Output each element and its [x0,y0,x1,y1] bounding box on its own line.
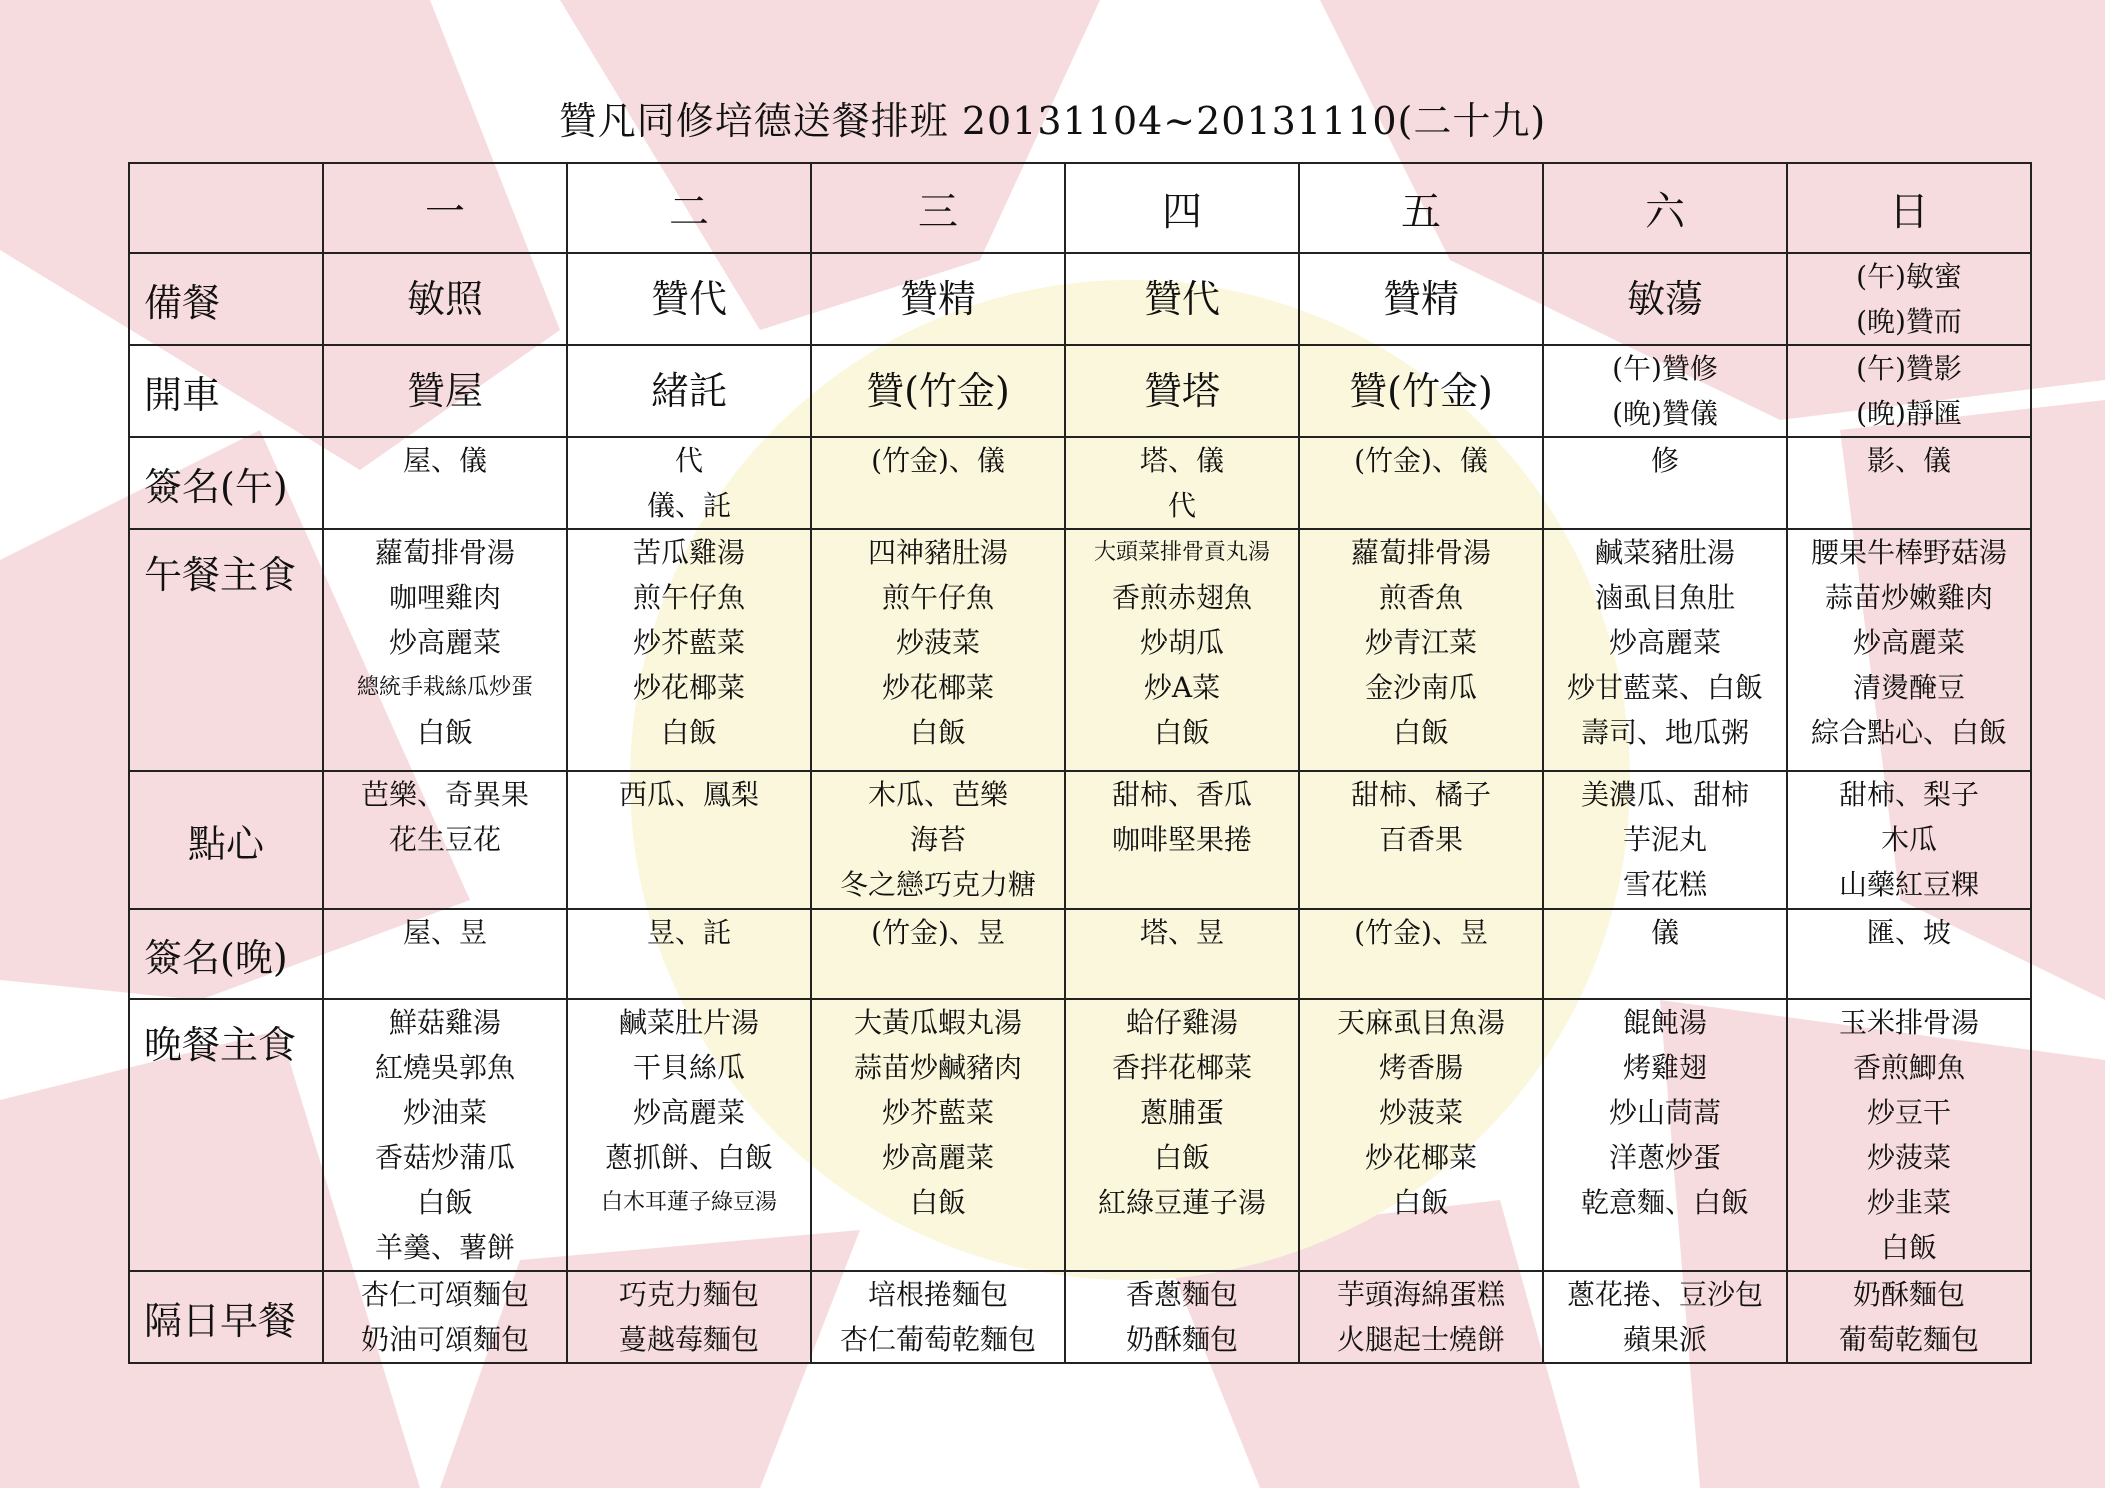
cell-line: 香蔥麵包 [1125,1278,1238,1311]
cell-line: 白飯 [416,1186,473,1219]
cell-line: 敏照 [406,277,483,321]
cell-line: 蔥抓餅、白飯 [604,1141,773,1174]
row-label: 晚餐主食 [129,999,323,1271]
cell-line: 白飯 [1392,716,1449,749]
cell-line: 紅燒吳郭魚 [374,1051,515,1084]
cell-line: (竹金)、儀 [871,444,1005,477]
cell-line: 奶油可頌麵包 [360,1323,529,1356]
cell-line: 冬之戀巧克力糖 [839,868,1036,901]
row-label: 備餐 [129,253,323,345]
schedule-cell [1543,529,1787,771]
cell-line: 白飯 [1392,1186,1449,1219]
cell-line: 蔥花捲、豆沙包 [1566,1278,1763,1311]
row-label: 午餐主食 [129,529,323,771]
row-dinner [129,999,2031,1271]
schedule-cell [323,909,567,999]
cell-line: 炒芥藍菜 [632,626,745,659]
schedule-cell [323,1271,567,1363]
cell-line: 苦瓜雞湯 [632,536,745,569]
cell-line: 奶酥麵包 [1852,1278,1965,1311]
cell-line: 昱、託 [646,916,731,949]
cell-line: 炒韭菜 [1866,1186,1951,1219]
cell-line: 炒花椰菜 [632,671,745,704]
cell-line: 贊精 [899,277,976,321]
row-label: 簽名(午) [129,437,323,529]
cell-line: 鹹菜肚片湯 [618,1006,759,1039]
cell-line: 蘋果派 [1622,1323,1707,1356]
schedule-cell [1787,771,2031,909]
schedule-cell [1065,529,1299,771]
cell-line: 甜柿、橘子 [1350,778,1491,811]
schedule-cell [567,345,811,437]
cell-line: 贊塔 [1143,369,1220,413]
cell-line: 蔥脯蛋 [1139,1096,1224,1129]
schedule-cell [323,529,567,771]
row-sign-eve [129,909,2031,999]
schedule-cell [1299,1271,1543,1363]
cell-line: 炒花椰菜 [1364,1141,1477,1174]
cell-line: 煎香魚 [1378,581,1463,614]
schedule-cell [1299,253,1543,345]
cell-line: 贊代 [1143,277,1220,321]
day-header: 四 [1065,163,1299,253]
cell-line: (午)贊修 [1612,352,1718,385]
schedule-cell [811,771,1065,909]
day-header: 日 [1787,163,2031,253]
cell-line: 蒜苗炒嫩雞肉 [1824,581,1993,614]
cell-line: 塔、儀 [1139,444,1224,477]
schedule-cell [1065,253,1299,345]
cell-line: 敏蕩 [1626,277,1703,321]
cell-line: 羊羹、薯餅 [374,1231,515,1264]
cell-line: 芭樂、奇異果 [360,778,529,811]
cell-line: 大頭菜排骨貢丸湯 [1093,540,1270,565]
schedule-cell [1787,1271,2031,1363]
row-label: 點心 [129,771,323,909]
cell-line: 烤香腸 [1378,1051,1463,1084]
cell-line: 白飯 [909,716,966,749]
schedule-cell [1299,999,1543,1271]
cell-line: 蘿蔔排骨湯 [374,536,515,569]
cell-line: 贊(竹金) [1349,369,1493,413]
schedule-cell [1787,529,2031,771]
cell-line: 炒A菜 [1143,671,1221,704]
cell-line: 腰果牛棒野菇湯 [1810,536,2007,569]
schedule-cell [1543,771,1787,909]
row-drive [129,345,2031,437]
cell-line: 贊(竹金) [866,369,1010,413]
cell-line: 白飯 [909,1186,966,1219]
cell-line: 餛飩湯 [1622,1006,1707,1039]
cell-line: 炒芥藍菜 [881,1096,994,1129]
schedule-cell [1787,345,2031,437]
schedule-cell [811,909,1065,999]
schedule-cell [1543,437,1787,529]
cell-line: 炒高麗菜 [632,1096,745,1129]
schedule-cell [1299,771,1543,909]
cell-line: 炒豆干 [1866,1096,1951,1129]
schedule-cell [1299,529,1543,771]
schedule-cell [1787,999,2031,1271]
cell-line: 清燙醃豆 [1852,671,1965,704]
cell-line: 木瓜、芭樂 [867,778,1008,811]
cell-line: 修 [1650,444,1679,477]
cell-line: 咖哩雞肉 [388,581,501,614]
cell-line: 四神豬肚湯 [867,536,1008,569]
cell-line: 奶酥麵包 [1125,1323,1238,1356]
schedule-cell [323,999,567,1271]
cell-line: 天麻虱目魚湯 [1336,1006,1505,1039]
schedule-cell [567,1271,811,1363]
cell-line: 儀、託 [646,489,731,522]
cell-line: 美濃瓜、甜柿 [1580,778,1749,811]
cell-line: 炒菠菜 [895,626,980,659]
row-label: 開車 [129,345,323,437]
cell-line: 炒山茼蒿 [1608,1096,1721,1129]
cell-line: 炒青江菜 [1364,626,1477,659]
cell-line: 贊精 [1382,277,1459,321]
cell-line: 山藥紅豆粿 [1838,868,1979,901]
cell-line: 紅綠豆蓮子湯 [1097,1186,1266,1219]
cell-line: 杏仁葡萄乾麵包 [839,1323,1036,1356]
row-label: 隔日早餐 [129,1271,323,1363]
day-header: 三 [811,163,1065,253]
cell-line: 香煎鯽魚 [1852,1051,1965,1084]
cell-line: (竹金)、昱 [1354,916,1488,949]
cell-line: 蒜苗炒鹹豬肉 [853,1051,1022,1084]
cell-line: 屋、儀 [402,444,487,477]
cell-line: 炒高麗菜 [388,626,501,659]
cell-line: 塔、昱 [1139,916,1224,949]
row-prep [129,253,2031,345]
cell-line: 大黃瓜蝦丸湯 [853,1006,1022,1039]
cell-line: 甜柿、梨子 [1838,778,1979,811]
schedule-cell [567,437,811,529]
schedule-cell [811,253,1065,345]
cell-line: 炒甘藍菜、白飯 [1566,671,1763,704]
day-header: 五 [1299,163,1543,253]
cell-line: 滷虱目魚肚 [1594,581,1735,614]
cell-line: 白飯 [1153,1141,1210,1174]
cell-line: (竹金)、儀 [1354,444,1488,477]
schedule-cell [811,529,1065,771]
row-sign-noon [129,437,2031,529]
cell-line: 木瓜 [1880,823,1937,856]
header-row [129,163,2031,253]
corner-cell [129,163,323,253]
cell-line: 白飯 [1880,1231,1937,1264]
cell-line: 杏仁可頌麵包 [360,1278,529,1311]
cell-line: 白飯 [416,716,473,749]
cell-line: 芋泥丸 [1622,823,1707,856]
schedule-cell [811,1271,1065,1363]
schedule-cell [1065,345,1299,437]
schedule-cell [1543,1271,1787,1363]
cell-line: 綜合點心、白飯 [1810,716,2007,749]
cell-line: 炒菠菜 [1866,1141,1951,1174]
cell-line: 總統手栽絲瓜炒蛋 [356,675,533,700]
cell-line: 屋、昱 [402,916,487,949]
cell-line: 鹹菜豬肚湯 [1594,536,1735,569]
schedule-cell [1787,909,2031,999]
cell-line: 炒菠菜 [1378,1096,1463,1129]
schedule-cell [1787,253,2031,345]
row-snack [129,771,2031,909]
cell-line: 烤雞翅 [1622,1051,1707,1084]
cell-line: 花生豆花 [388,823,501,856]
day-header: 二 [567,163,811,253]
cell-line: 炒高麗菜 [881,1141,994,1174]
row-label: 簽名(晚) [129,909,323,999]
cell-line: 蔓越莓麵包 [618,1323,759,1356]
schedule-cell [811,437,1065,529]
cell-line: 贊代 [650,277,727,321]
cell-line: (晚)贊而 [1856,305,1962,338]
schedule-cell [1299,345,1543,437]
cell-line: 金沙南瓜 [1364,671,1477,704]
cell-line: 白木耳蓮子綠豆湯 [600,1190,777,1215]
cell-line: 蛤仔雞湯 [1125,1006,1238,1039]
cell-line: 香菇炒蒲瓜 [374,1141,515,1174]
cell-line: (午)贊影 [1856,352,1962,385]
cell-line: 影、儀 [1866,444,1951,477]
day-header: 六 [1543,163,1787,253]
cell-line: 葡萄乾麵包 [1838,1323,1979,1356]
schedule-cell [1065,999,1299,1271]
schedule-cell [323,345,567,437]
cell-line: 壽司、地瓜粥 [1580,716,1749,749]
cell-line: 煎午仔魚 [881,581,994,614]
cell-line: 炒胡瓜 [1139,626,1224,659]
schedule-cell [567,999,811,1271]
cell-line: 白飯 [1153,716,1210,749]
schedule-cell [1299,437,1543,529]
cell-line: 香拌花椰菜 [1111,1051,1252,1084]
cell-line: 火腿起士燒餅 [1336,1323,1505,1356]
cell-line: 匯、坡 [1866,916,1951,949]
schedule-cell [323,437,567,529]
cell-line: 甜柿、香瓜 [1111,778,1252,811]
cell-line: 炒高麗菜 [1608,626,1721,659]
schedule-table [128,162,2032,1364]
schedule-cell [1543,999,1787,1271]
schedule-cell [567,253,811,345]
cell-line: 煎午仔魚 [632,581,745,614]
schedule-cell [1543,253,1787,345]
cell-line: 儀 [1650,916,1679,949]
cell-line: 培根捲麵包 [867,1278,1008,1311]
schedule-cell [323,253,567,345]
cell-line: (午)敏蜜 [1856,260,1962,293]
row-breakfast [129,1271,2031,1363]
cell-line: (晚)靜匯 [1856,397,1962,430]
cell-line: 炒花椰菜 [881,671,994,704]
cell-line: 緒託 [650,369,727,413]
cell-line: 巧克力麵包 [618,1278,759,1311]
cell-line: 百香果 [1378,823,1463,856]
cell-line: 鮮菇雞湯 [388,1006,501,1039]
cell-line: 干貝絲瓜 [632,1051,745,1084]
schedule-cell [323,771,567,909]
schedule-cell [1543,345,1787,437]
cell-line: 乾意麵、白飯 [1580,1186,1749,1219]
cell-line: 代 [674,444,703,477]
schedule-cell [1787,437,2031,529]
cell-line: (竹金)、昱 [871,916,1005,949]
cell-line: 咖啡堅果捲 [1111,823,1252,856]
schedule-cell [1065,437,1299,529]
day-header: 一 [323,163,567,253]
cell-line: 炒高麗菜 [1852,626,1965,659]
cell-line: 白飯 [660,716,717,749]
cell-line: 代 [1167,489,1196,522]
schedule-cell [1065,909,1299,999]
schedule-cell [811,999,1065,1271]
schedule-cell [1065,1271,1299,1363]
schedule-cell [1299,909,1543,999]
cell-line: 贊屋 [406,369,483,413]
schedule-cell [567,771,811,909]
schedule-cell [567,529,811,771]
cell-line: 雪花糕 [1622,868,1707,901]
schedule-cell [1543,909,1787,999]
cell-line: 芋頭海綿蛋糕 [1336,1278,1505,1311]
row-lunch [129,529,2031,771]
schedule-cell [567,909,811,999]
schedule-cell [1065,771,1299,909]
cell-line: 香煎赤翅魚 [1111,581,1252,614]
cell-line: 西瓜、鳳梨 [618,778,759,811]
cell-line: 蘿蔔排骨湯 [1350,536,1491,569]
cell-line: 洋蔥炒蛋 [1608,1141,1721,1174]
cell-line: (晚)贊儀 [1612,397,1718,430]
schedule-cell [811,345,1065,437]
cell-line: 玉米排骨湯 [1838,1006,1979,1039]
page-title: 贊凡同修培德送餐排班 20131104~20131110(二十九) [558,99,1547,143]
cell-line: 海苔 [909,823,966,856]
cell-line: 炒油菜 [402,1096,487,1129]
